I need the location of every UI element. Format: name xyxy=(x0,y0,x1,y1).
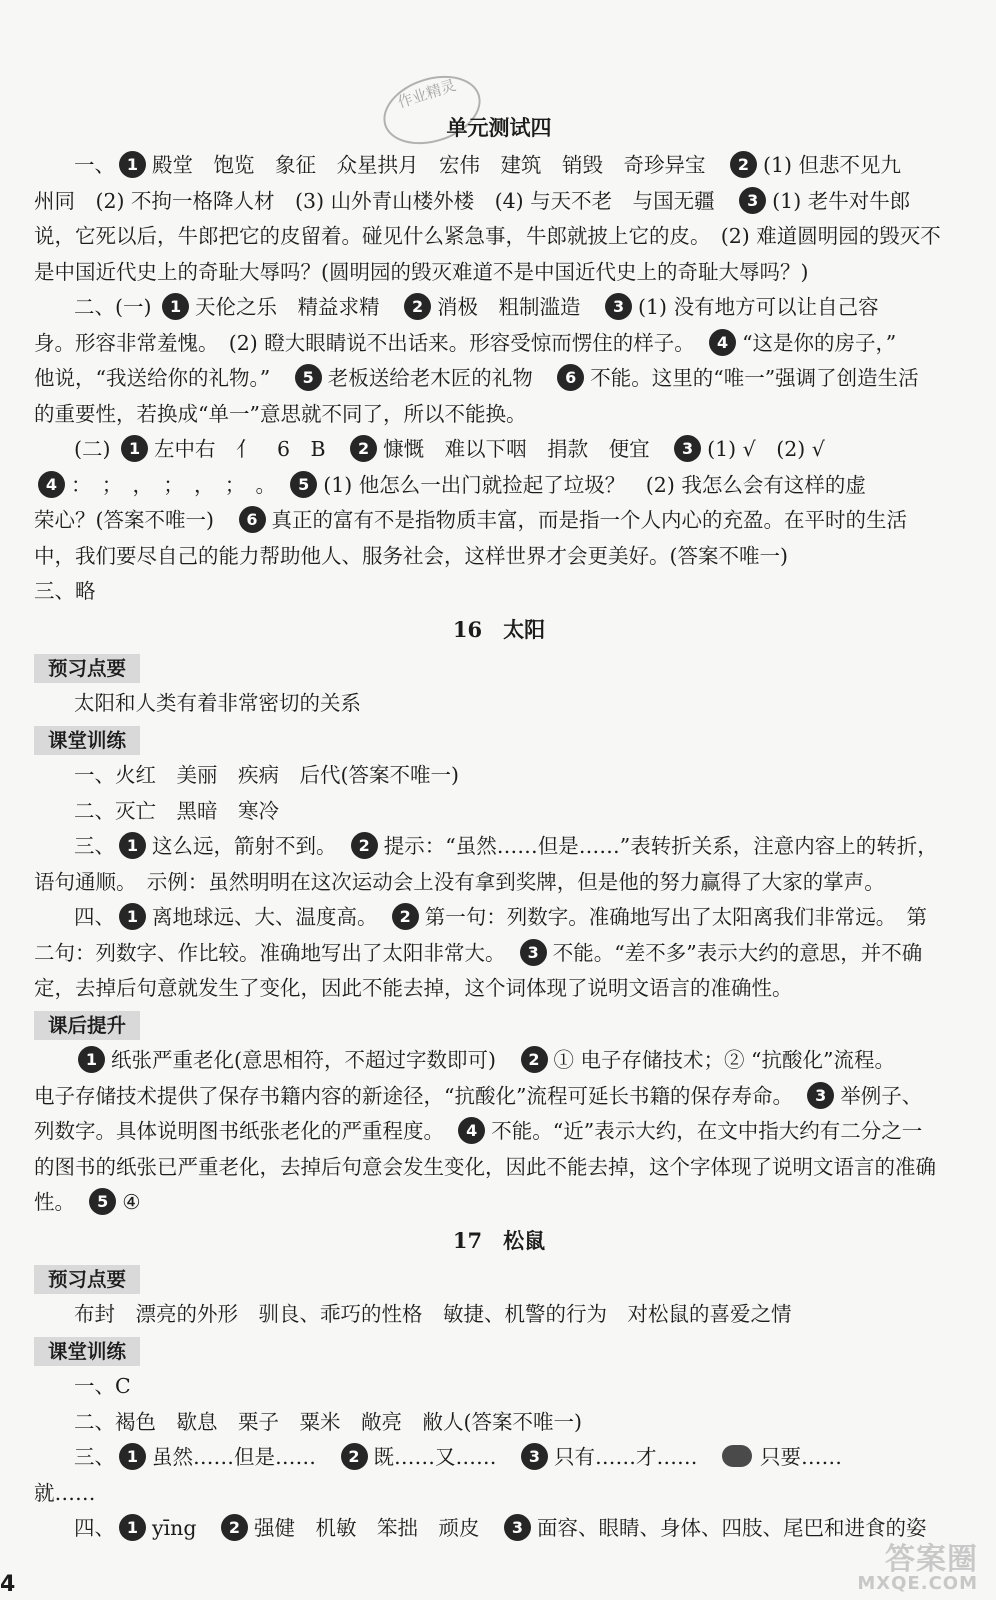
answer-text: 荣心？(答案不唯一) xyxy=(34,508,235,532)
answer-text: 只要…… xyxy=(760,1445,842,1469)
question-number-badge: 5 xyxy=(295,364,322,391)
question-number-badge: 5 xyxy=(89,1188,116,1215)
answer-text: 性。 xyxy=(34,1190,86,1214)
answer-text: 三、略 xyxy=(34,579,96,603)
answer-line xyxy=(34,1440,964,1476)
answer-text: 这么远，箭射不到。 xyxy=(152,834,347,858)
answer-text: yīng xyxy=(152,1516,217,1540)
answer-line xyxy=(34,1150,964,1186)
answer-text: 列数字。具体说明图书纸张老化的严重程度。 xyxy=(34,1119,455,1143)
question-number-badge: 3 xyxy=(520,939,547,966)
answer-line xyxy=(34,1079,964,1115)
lesson-17-title: 17 松鼠 xyxy=(452,1227,546,1253)
answer-line xyxy=(34,148,964,184)
question-number-badge: 2 xyxy=(350,435,377,462)
page-number: 4 xyxy=(0,1572,16,1597)
answer-text: 只有……才…… xyxy=(554,1445,718,1469)
question-number-badge: 3 xyxy=(504,1514,531,1541)
answer-text: 举例子、 xyxy=(840,1083,923,1108)
answer-text: (二) xyxy=(74,437,118,461)
unit-test-section xyxy=(34,148,964,610)
answer-text: 二、灭亡 黑暗 寒冷 xyxy=(74,798,279,823)
answer-text: 二、(一) xyxy=(74,295,159,319)
answer-text: 一、 xyxy=(74,153,115,177)
question-number-badge: 2 xyxy=(221,1514,248,1541)
answer-text: 定，去掉后句意就发生了变化，因此不能去掉，这个词体现了说明文语言的准确性。 xyxy=(34,976,793,1000)
answer-text: 四、 xyxy=(74,1516,115,1540)
answer-text: 提示：“虽然……但是……”表转折关系，注意内容上的转折， xyxy=(383,834,938,858)
page-content xyxy=(34,108,964,1547)
answer-text: 面容、眼睛、身体、四肢、尾巴和进食的姿 xyxy=(536,1516,927,1540)
answer-line xyxy=(34,361,964,397)
answer-text: 二句：列数字、作比较。准确地写出了太阳非常大。 xyxy=(34,940,516,965)
answer-line xyxy=(34,758,964,794)
lesson-17-class-tag: 课堂训练 xyxy=(34,1337,140,1366)
question-number-badge: 2 xyxy=(730,151,757,178)
question-number-badge: 1 xyxy=(119,903,146,930)
answer-text: 他说，“我送给你的礼物。” xyxy=(34,366,291,390)
question-number-badge: 6 xyxy=(239,506,266,533)
question-number-badge: 1 xyxy=(119,1443,146,1470)
answer-text: 消极 粗制滥造 xyxy=(437,295,602,319)
lesson-16-title: 16 太阳 xyxy=(452,616,546,642)
answer-line xyxy=(34,432,964,468)
answer-text: 左中右 亻 6 B xyxy=(154,437,347,461)
answer-text: 三、 xyxy=(74,1445,115,1469)
answer-text: 说，它死以后，牛郎把它的皮留着。碰见什么紧急事，牛郎就披上它的皮。 (2) 难道圆明园的毁灭不 xyxy=(34,224,941,248)
lesson-16-after-section xyxy=(34,1043,964,1221)
answer-line xyxy=(34,1476,964,1512)
question-number-badge: 2 xyxy=(404,293,431,320)
lesson-16-preview-text: 太阳和人类有着非常密切的关系 xyxy=(74,691,361,715)
question-number-badge: 3 xyxy=(739,187,766,214)
answer-text: 语句通顺。 示例：虽然明明在这次运动会上没有拿到奖牌，但是他的努力赢得了大家的掌声。 xyxy=(34,869,885,894)
answer-text: 一、火红 美丽 疾病 后代(答案不唯一) xyxy=(74,763,459,787)
answer-text: 不能。“近”表示大约，在文中指大约有二分之一 xyxy=(491,1119,923,1143)
answer-line xyxy=(34,971,964,1007)
answer-line xyxy=(34,829,964,865)
stamp-text: 作业精灵 xyxy=(395,76,459,112)
answer-line xyxy=(34,1369,964,1405)
site-watermark xyxy=(768,1542,978,1595)
answer-line xyxy=(34,468,964,504)
answer-text: 二、褐色 歇息 栗子 粟米 敞亮 敝人(答案不唯一) xyxy=(74,1409,582,1434)
watermark-logo: 答案圈 xyxy=(885,1542,978,1577)
lesson-17-preview-text: 布封 漂亮的外形 驯良、乖巧的性格 敏捷、机警的行为 对松鼠的喜爱之情 xyxy=(74,1302,792,1326)
question-number-badge: 3 xyxy=(807,1082,834,1109)
answer-text: 殿堂 饱览 象征 众星拱月 宏伟 建筑 销毁 奇珍异宝 xyxy=(152,153,726,177)
answer-text: 电子存储技术提供了保存书籍内容的新途径，“抗酸化”流程可延长书籍的保存寿命。 xyxy=(34,1083,804,1108)
answer-text: 是中国近代史上的奇耻大辱吗？(圆明园的毁灭难道不是中国近代史上的奇耻大辱吗？) xyxy=(34,259,809,284)
question-number-badge: 4 xyxy=(709,329,736,356)
answer-text: 不能。这里的“唯一”强调了创造生活 xyxy=(590,366,919,390)
answer-line xyxy=(34,900,964,936)
question-number-badge: 5 xyxy=(290,471,317,498)
question-number-badge: 3 xyxy=(605,293,632,320)
answer-text: “这是你的房子，” xyxy=(742,330,897,355)
answer-line xyxy=(34,865,964,901)
answer-line xyxy=(34,539,964,575)
answer-line xyxy=(34,1114,964,1150)
answer-text: (1) 没有地方可以让自己容 xyxy=(638,295,879,319)
answer-line xyxy=(34,1185,964,1221)
question-number-badge: 1 xyxy=(119,151,146,178)
question-number-badge: 3 xyxy=(521,1443,548,1470)
answer-line xyxy=(34,1511,964,1547)
question-number-badge: 2 xyxy=(351,832,378,859)
answer-line xyxy=(34,397,964,433)
answer-text: ④ xyxy=(122,1190,141,1214)
watermark-url: MXQE.COM xyxy=(857,1573,978,1594)
question-number-badge: 4 xyxy=(38,471,65,498)
lesson-17-class-section xyxy=(34,1369,964,1547)
lesson-16-class-tag: 课堂训练 xyxy=(34,726,140,755)
question-number-badge: 6 xyxy=(557,364,584,391)
answer-line xyxy=(34,219,964,255)
answer-text: 既……又…… xyxy=(373,1445,517,1469)
answer-text: 的图书的纸张已严重老化，去掉后句意会发生变化，因此不能去掉，这个字体现了说明文语言的准确 xyxy=(34,1154,936,1179)
question-number-badge: 1 xyxy=(119,1514,146,1541)
answer-line xyxy=(34,290,964,326)
question-number-badge: 2 xyxy=(521,1046,548,1073)
answer-text: 纸张严重老化(意思相符，不超过字数即可) xyxy=(111,1048,517,1072)
answer-line xyxy=(34,184,964,220)
answer-text: 三、 xyxy=(74,834,115,858)
answer-text: 虽然……但是…… xyxy=(152,1445,337,1469)
question-number-badge: 1 xyxy=(162,293,189,320)
answer-text: 老板送给老木匠的礼物 xyxy=(327,366,554,390)
answer-text: (1) √ (2) √ xyxy=(707,437,825,461)
answer-text: 慷慨 难以下咽 捐款 便宜 xyxy=(383,437,671,461)
answer-line xyxy=(34,326,964,362)
question-number-badge: 2 xyxy=(392,903,419,930)
answer-line xyxy=(34,503,964,539)
question-number-badge: 4 xyxy=(458,1117,485,1144)
question-number-badge: 3 xyxy=(674,435,701,462)
answer-text: 中，我们要尽自己的能力帮助他人、服务社会，这样世界才会更美好。(答案不唯一) xyxy=(34,543,788,568)
answer-text: 强健 机敏 笨拙 顽皮 xyxy=(253,1516,500,1540)
answer-text: (1) 但悲不见九 xyxy=(763,153,902,177)
lesson-16-preview-tag: 预习点要 xyxy=(34,654,140,683)
question-number-badge: 1 xyxy=(78,1046,105,1073)
answer-text: ① 电子存储技术；② “抗酸化”流程。 xyxy=(553,1048,895,1072)
lesson-17-preview-tag: 预习点要 xyxy=(34,1265,140,1294)
question-number-badge: 1 xyxy=(119,832,146,859)
answer-text: 身。形容非常羞愧。 (2) 瞪大眼睛说不出话来。形容受惊而愣住的样子。 xyxy=(34,330,706,355)
answer-line xyxy=(34,1405,964,1441)
answer-text: 四、 xyxy=(74,905,115,929)
answer-line xyxy=(34,1043,964,1079)
answer-text: 一、C xyxy=(74,1374,131,1398)
question-number-badge: 2 xyxy=(341,1443,368,1470)
answer-text: 州同 (2) 不拘一格降人材 (3) 山外青山楼外楼 (4) 与天不老 与国无疆 xyxy=(34,188,736,213)
answer-text: (1) 他怎么一出门就捡起了垃圾？ (2) 我怎么会有这样的虚 xyxy=(323,472,866,497)
answer-text: 天伦之乐 精益求精 xyxy=(195,295,401,319)
answer-text: 的重要性，若换成“单一”意思就不同了，所以不能换。 xyxy=(34,401,527,426)
lesson-16-class-section xyxy=(34,758,964,1007)
answer-text: 第一句：列数字。准确地写出了太阳离我们非常远。 第 xyxy=(424,905,927,929)
answer-line xyxy=(34,255,964,291)
answer-line xyxy=(34,936,964,972)
answer-line xyxy=(34,794,964,830)
pencil-icon xyxy=(722,1445,752,1467)
answer-text: 离地球远、大、温度高。 xyxy=(152,905,388,929)
answer-line xyxy=(34,574,964,610)
answer-text: (1) 老牛对牛郎 xyxy=(772,188,911,213)
answer-text: 真正的富有不是指物质丰富，而是指一个人内心的充盈。在平时的生活 xyxy=(271,508,907,532)
answer-text: 不能。“差不多”表示大约的意思，并不确 xyxy=(552,940,923,965)
unit-test-title: 单元测试四 xyxy=(446,115,552,140)
answer-text: 就…… xyxy=(34,1480,96,1505)
lesson-16-after-tag: 课后提升 xyxy=(34,1011,140,1040)
answer-text: ： ； ， ； ， ； 。 xyxy=(71,472,287,497)
question-number-badge: 1 xyxy=(121,435,148,462)
